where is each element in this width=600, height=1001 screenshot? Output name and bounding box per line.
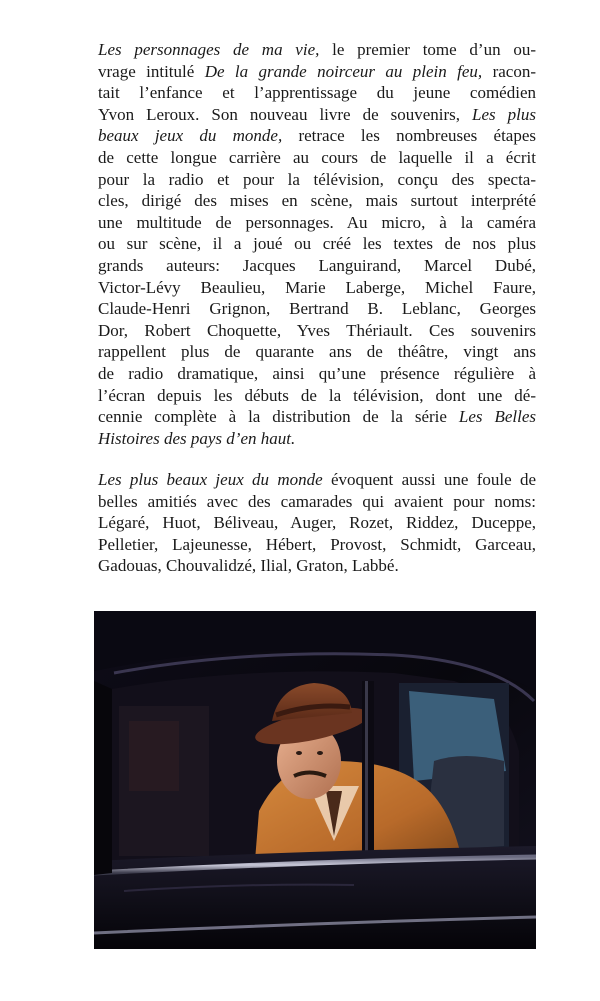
- text-line: une multitude de personnages. Au micro, à la caméra: [98, 212, 536, 232]
- text-line: [98, 428, 536, 450]
- text-line: Les plus beaux jeux du monde évoquent aussi une foule de: [98, 470, 536, 489]
- text-line: Yvon Leroux. Son nouveau livre de souvenirs, Les plus: [98, 104, 536, 124]
- text-line: Pelletier, Lajeunesse, Hébert, Provost, Schmidt, Garceau,: [98, 534, 536, 554]
- text-line: Gadouas, Chouvalidzé, Ilial, Graton, Labbé.: [98, 556, 399, 576]
- text-line: Victor-Lévy Beaulieu, Marie Laberge, Michel Faure,: [98, 277, 536, 297]
- book-title: De la grande noirceur au plein feu,: [204, 61, 483, 81]
- text-line: cennie complète à la distribution de la série Les Belles: [98, 407, 536, 427]
- photo-illustration: [94, 611, 536, 949]
- text-line: Dor, Robert Choquette, Yves Thériault. Ces souvenirs: [98, 320, 536, 340]
- description-paragraph-1: [98, 39, 536, 449]
- photo-actor-in-car: [94, 611, 536, 949]
- book-title: Les personnages de ma vie,: [98, 40, 320, 59]
- series-title: Histoires des pays d’en haut.: [98, 428, 296, 448]
- text-line: ou sur scène, il a joué ou créé les textes de nos plus: [98, 234, 536, 254]
- text-line: rappellent plus de quarante ans de théâtre, vingt ans: [98, 342, 536, 362]
- text-line: Les personnages de ma vie, le premier tome d’un ou-: [98, 40, 536, 59]
- text-line: de cette longue carrière au cours de laquelle il a écrit: [98, 147, 536, 167]
- text-line: cles, dirigé des mises en scène, mais surtout interprété: [98, 191, 536, 211]
- text-line: beaux jeux du monde, retrace les nombreuses étapes: [98, 126, 536, 146]
- text-line: belles amitiés avec des camarades qui avaient pour noms:: [98, 491, 536, 511]
- text-line: grands auteurs: Jacques Languirand, Marcel Dubé,: [98, 255, 536, 275]
- book-title: Les plus: [472, 104, 536, 124]
- text-line: Légaré, Huot, Béliveau, Auger, Rozet, Riddez, Duceppe,: [98, 513, 536, 533]
- text-line: l’écran depuis les débuts de la télévision, dont une dé-: [98, 385, 536, 405]
- text-line: Claude-Henri Grignon, Bertrand B. Leblanc, Georges: [98, 299, 536, 319]
- text-line: vrage intitulé De la grande noirceur au plein feu, racon-: [98, 61, 536, 81]
- description-paragraph-2: [98, 469, 536, 577]
- series-title: Les Belles: [458, 407, 536, 427]
- book-title: beaux jeux du monde,: [98, 126, 283, 146]
- text-line: tait l’enfance et l’apprentissage du jeune comédien: [98, 83, 536, 103]
- book-title: Les plus beaux jeux du monde: [98, 470, 323, 489]
- text-line: pour la radio et pour la télévision, conçu des specta-: [98, 169, 536, 189]
- text-line: de radio dramatique, ainsi qu’une présence régulière à: [98, 363, 536, 383]
